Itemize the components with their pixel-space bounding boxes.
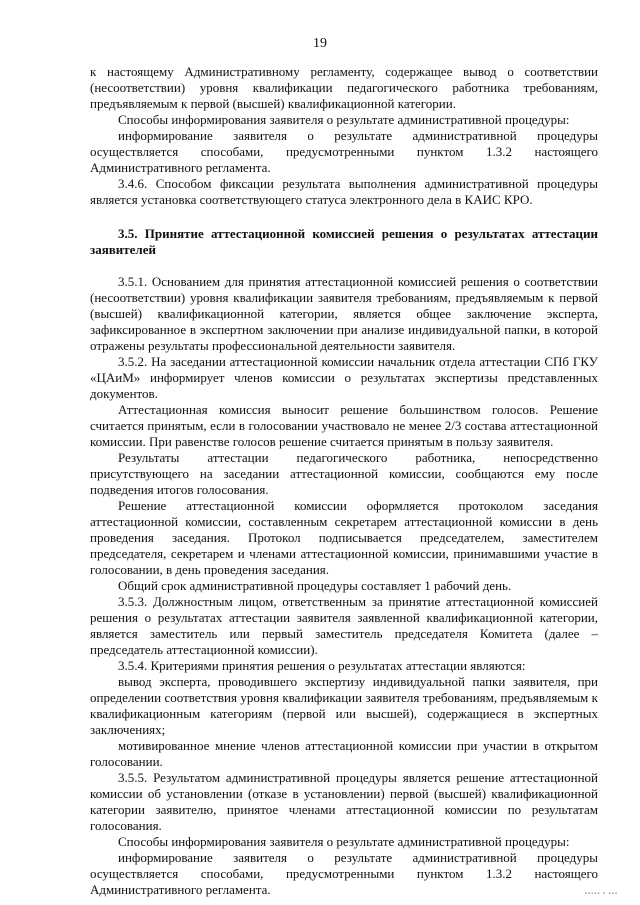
paragraph-3-4-6: 3.4.6. Способом фиксации результата выполнения административной процедуры является установка соответствующего статуса электронного дела в КАИС КРО. [90, 176, 598, 207]
footer-scan-mark: ▪▪▪▪▪ ▪ ▪▪▪ [584, 891, 618, 897]
paragraph-3-5-1: 3.5.1. Основанием для принятия аттестационной комиссией решения о соответствии (несоответствии) уровня квалификации заявителя требованиям, предъявляемым к первой (высшей) квалификационной категории, является общее заключение эксперта, зафиксированное в экспертном заключении при анализе индивидуальной папки, в которой отражены результаты профессиональной деятельности заявителя. [90, 274, 598, 353]
page-body [90, 64, 598, 898]
section-heading-3-5: 3.5. Принятие аттестационной комиссией решения о результатах аттестации заявителей [90, 226, 598, 257]
paragraph-3-5-2: 3.5.2. На заседании аттестационной комиссии начальник отдела аттестации СПб ГКУ «ЦАиМ» информирует членов комиссии о результатах экспертизы представленных документов. [90, 354, 598, 401]
paragraph-3-5-5: 3.5.5. Результатом административной процедуры является решение аттестационной комиссии об установлении (отказе в установлении) первой (высшей) квалификационной категории заявителю, принятое членами аттестационной комиссии по результатам голосования. [90, 770, 598, 833]
paragraph-inform: информирование заявителя о результате административной процедуры осуществляется способами, предусмотренными пунктом 1.3.2 настоящего Административного регламента. [90, 128, 598, 175]
paragraph-inform-2: информирование заявителя о результате административной процедуры осуществляется способами, предусмотренными пунктом 1.3.2 настоящего Административного регламента. [90, 850, 598, 897]
paragraph-term: Общий срок административной процедуры составляет 1 рабочий день. [118, 578, 512, 593]
paragraph-criteria-opinion: мотивированное мнение членов аттестационной комиссии при участии в открытом голосовании. [90, 738, 598, 769]
page-number: 19 [313, 36, 327, 51]
paragraph-voting: Аттестационная комиссия выносит решение большинством голосов. Решение считается принятым, если в голосовании участвовало не менее 2/3 состава аттестационной комиссии. При равенстве голосов решение считается принятым в пользу заявителя. [90, 402, 598, 449]
paragraph-criteria-expert: вывод эксперта, проводившего экспертизу индивидуальной папки заявителя, при определении соответствия уровня квалификации заявителя требованиям, предъявляемым к квалификационным категориям (первой или высшей), содержащиеся в экспертных заключениях; [90, 674, 598, 737]
paragraph-3-5-4: 3.5.4. Критериями принятия решения о результатах аттестации являются: [118, 658, 526, 673]
paragraph-3-5-3: 3.5.3. Должностным лицом, ответственным за принятие аттестационной комиссией решения о результатах аттестации заявителя заявленной квалификационной категории, является заместитель или первый заместитель председателя Комитета (далее – председатель аттестационной комиссии). [90, 594, 598, 657]
paragraph-inform-methods-2: Способы информирования заявителя о результате административной процедуры: [118, 834, 570, 849]
paragraph-continuation: к настоящему Административному регламенту, содержащее вывод о соответствии (несоответствии) уровня квалификации педагогического работника требованиям, предъявляемым к первой (высшей) квалификационной категории. [90, 64, 598, 111]
paragraph-inform-methods: Способы информирования заявителя о результате административной процедуры: [118, 112, 570, 127]
paragraph-results: Результаты аттестации педагогического работника, непосредственно присутствующего на заседании аттестационной комиссии, сообщаются ему после подведения итогов голосования. [90, 450, 598, 497]
paragraph-protocol: Решение аттестационной комиссии оформляется протоколом заседания аттестационной комиссии, составленным секретарем аттестационной комиссии в день проведения заседания. Протокол подписывается председателем, заместителем председателя, секретарем и членами аттестационной комиссии, принимавшими участие в голосовании, в день проведения заседания. [90, 498, 598, 577]
